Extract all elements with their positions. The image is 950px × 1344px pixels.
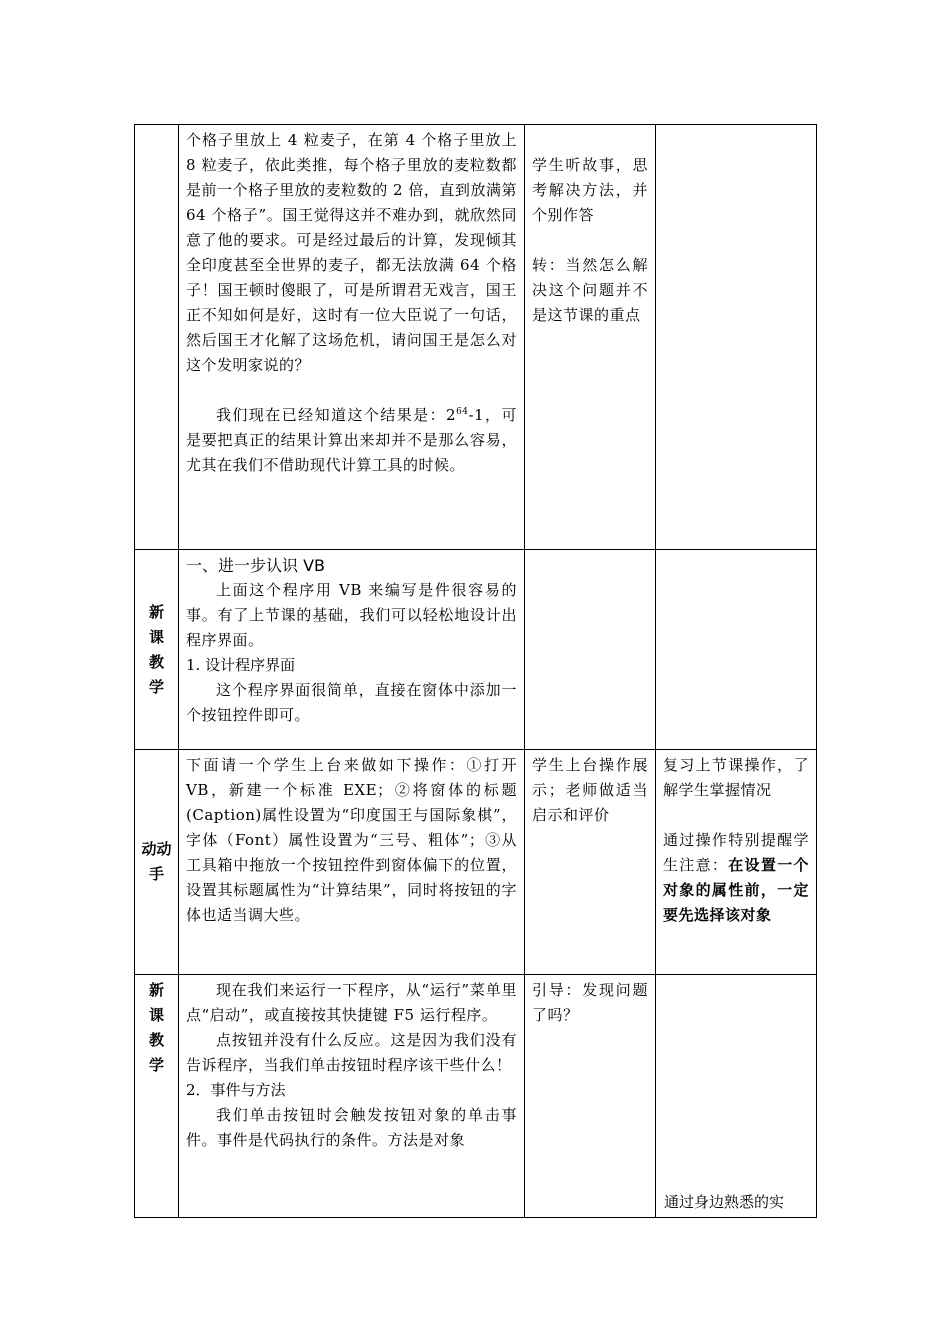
story-paragraph: 个格子里放上 4 粒麦子，在第 4 个格子里放上 8 粒麦子，依此类推，每个格子里放的麦粒数都是前一个格子里放的麦粒数的 2 倍，直到放满第 64 个格子”。国王觉得这并不难办到，就欣然同意了他的要求。可是经过最后的计算，发现倾其全印度甚至全世界的麦子，都无法放满 64 个格子！国王顿时傻眼了，可是所谓君无戏言，国王正不知如何是好，这时有一位大臣说了一句话，然后国王才化解了这场危机，请问国王是怎么对这个发明家说的？ [186,131,517,374]
row-label [135,125,179,550]
list-item: 2．事件与方法 [186,1081,286,1099]
student-activity-text: 学生听故事，思考解决方法，并个别作答 [532,156,648,224]
transition-text: 转：当然怎么解决这个问题并不是这节课的重点 [532,256,648,324]
review-note: 复习上节课操作，了解学生掌握情况 [663,756,809,799]
design-note-cell [656,975,817,1218]
paragraph: 我们单击按钮时会触发按钮对象的单击事件。事件是代码执行的条件。方法是对象 [186,1106,517,1149]
student-activity-cell [525,125,656,550]
teaching-content-cell [179,125,525,550]
row-label-new-lesson: 新 课 教 学 [135,975,179,1218]
student-activity-cell [525,975,656,1218]
design-note-cell [656,125,817,550]
teaching-content-cell [179,750,525,975]
table-row [135,125,817,550]
row-label-hands-on: 动动 手 [135,750,179,975]
student-activity-text: 引导：发现问题了吗？ [532,981,648,1024]
student-activity-text: 学生上台操作展示；老师做适当启示和评价 [532,756,648,824]
section-heading: 一、进一步认识 VB [186,556,326,575]
reminder-note: 通过操作特别提醒学生注意：在设置一个对象的属性前，一定要先选择该对象 [663,831,809,924]
exponent: 64 [456,407,469,417]
design-note-cell [656,550,817,750]
reminder-emphasis: 在设置一个对象的属性前，一定要先选择该对象 [663,856,809,924]
table-row [135,975,817,1218]
lesson-plan-table [134,124,817,1218]
design-note-text: 通过身边熟悉的实 [664,1193,785,1211]
teaching-content-cell [179,550,525,750]
table-row [135,750,817,975]
table-row [135,550,817,750]
student-activity-cell [525,550,656,750]
design-note-cell [656,750,817,975]
paragraph: 现在我们来运行一下程序，从“运行”菜单里点“启动”，或直接按其快捷键 F5 运行程序。 [186,981,517,1024]
operation-instructions: 下面请一个学生上台来做如下操作：①打开 VB，新建一个标准 EXE；②将窗体的标题(Caption)属性设置为“印度国王与国际象棋”，字体（Font）属性设置为“三号、粗体”；③从工具箱中拖放一个按钮控件到窗体偏下的位置，设置其标题属性为“计算结果”，同时将按钮的字体也适当调大些。 [186,756,517,924]
row-label-new-lesson: 新 课 教 学 [135,550,179,750]
student-activity-cell [525,750,656,975]
list-item: 1. 设计程序界面 [186,656,296,674]
paragraph: 这个程序界面很简单，直接在窗体中添加一个按钮控件即可。 [186,681,517,724]
result-paragraph: 我们现在已经知道这个结果是：$2^{64}-1$，可是要把真正的结果计算出来却并不是那么容易，尤其在我们不借助现代计算工具的时候。 [186,406,517,474]
paragraph: 点按钮并没有什么反应。这是因为我们没有告诉程序，当我们单击按钮时程序该干些什么！ [186,1031,517,1074]
teaching-content-cell [179,975,525,1218]
paragraph: 上面这个程序用 VB 来编写是件很容易的事。有了上节课的基础，我们可以轻松地设计出程序界面。 [186,581,517,649]
